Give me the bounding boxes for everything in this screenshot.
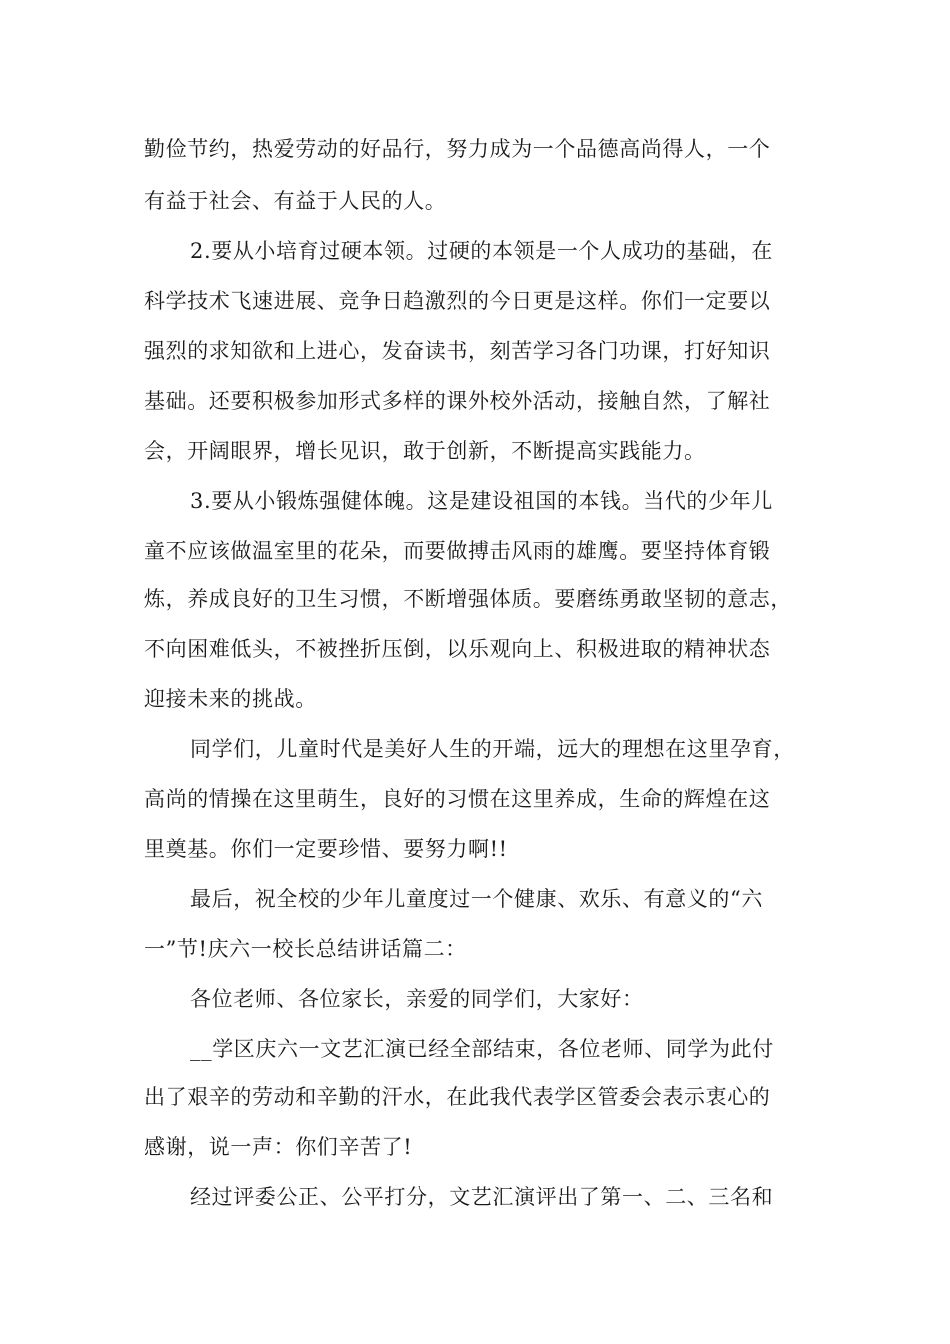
text-line: 感谢，说一声：你们辛苦了! [144, 1135, 413, 1159]
text-line: 一”节!庆六一校长总结讲话篇二： [144, 937, 467, 961]
text-line: 勤俭节约，热爱劳动的好品行，努力成为一个品德高尚得人，一个 [144, 137, 771, 161]
text-line: 会，开阔眼界，增长见识，敢于创新，不断提高实践能力。 [144, 439, 706, 463]
text-line: 基础。还要积极参加形式多样的课外校外活动，接触自然，了解社 [144, 389, 771, 413]
text-line: __学区庆六一文艺汇演已经全部结束，各位老师、同学为此付 [190, 1037, 774, 1061]
text-line: 强烈的求知欲和上进心，发奋读书，刻苦学习各门功课，打好知识 [144, 339, 771, 363]
text-line: 经过评委公正、公平打分，文艺汇演评出了第一、二、三名和 [190, 1185, 774, 1209]
text-line: 里奠基。你们一定要珍惜、要努力啊!! [144, 837, 508, 861]
text-line: 同学们，儿童时代是美好人生的开端，远大的理想在这里孕育， [190, 737, 795, 761]
text-line: 有益于社会、有益于人民的人。 [144, 189, 447, 213]
text-line: 童不应该做温室里的花朵，而要做搏击风雨的雄鹰。要坚持体育锻 [144, 539, 771, 563]
text-line: 科学技术飞速进展、竞争日趋激烈的今日更是这样。你们一定要以 [144, 289, 771, 313]
text-line: 不向困难低头，不被挫折压倒，以乐观向上、积极进取的精神状态 [144, 637, 771, 661]
text-line: 炼，养成良好的卫生习惯，不断增强体质。要磨练勇敢坚韧的意志， [144, 587, 792, 611]
text-line: 各位老师、各位家长，亲爱的同学们，大家好： [190, 987, 644, 1011]
text-line: 2.要从小培育过硬本领。过硬的本领是一个人成功的基础，在 [190, 239, 773, 263]
text-line: 3.要从小锻炼强健体魄。这是建设祖国的本钱。当代的少年儿 [190, 489, 773, 513]
text-line: 最后，祝全校的少年儿童度过一个健康、欢乐、有意义的“六 [190, 887, 763, 911]
text-line: 出了艰辛的劳动和辛勤的汗水，在此我代表学区管委会表示衷心的 [144, 1085, 771, 1109]
text-line: 迎接未来的挑战。 [144, 687, 317, 711]
text-line: 高尚的情操在这里萌生，良好的习惯在这里养成，生命的辉煌在这 [144, 787, 771, 811]
